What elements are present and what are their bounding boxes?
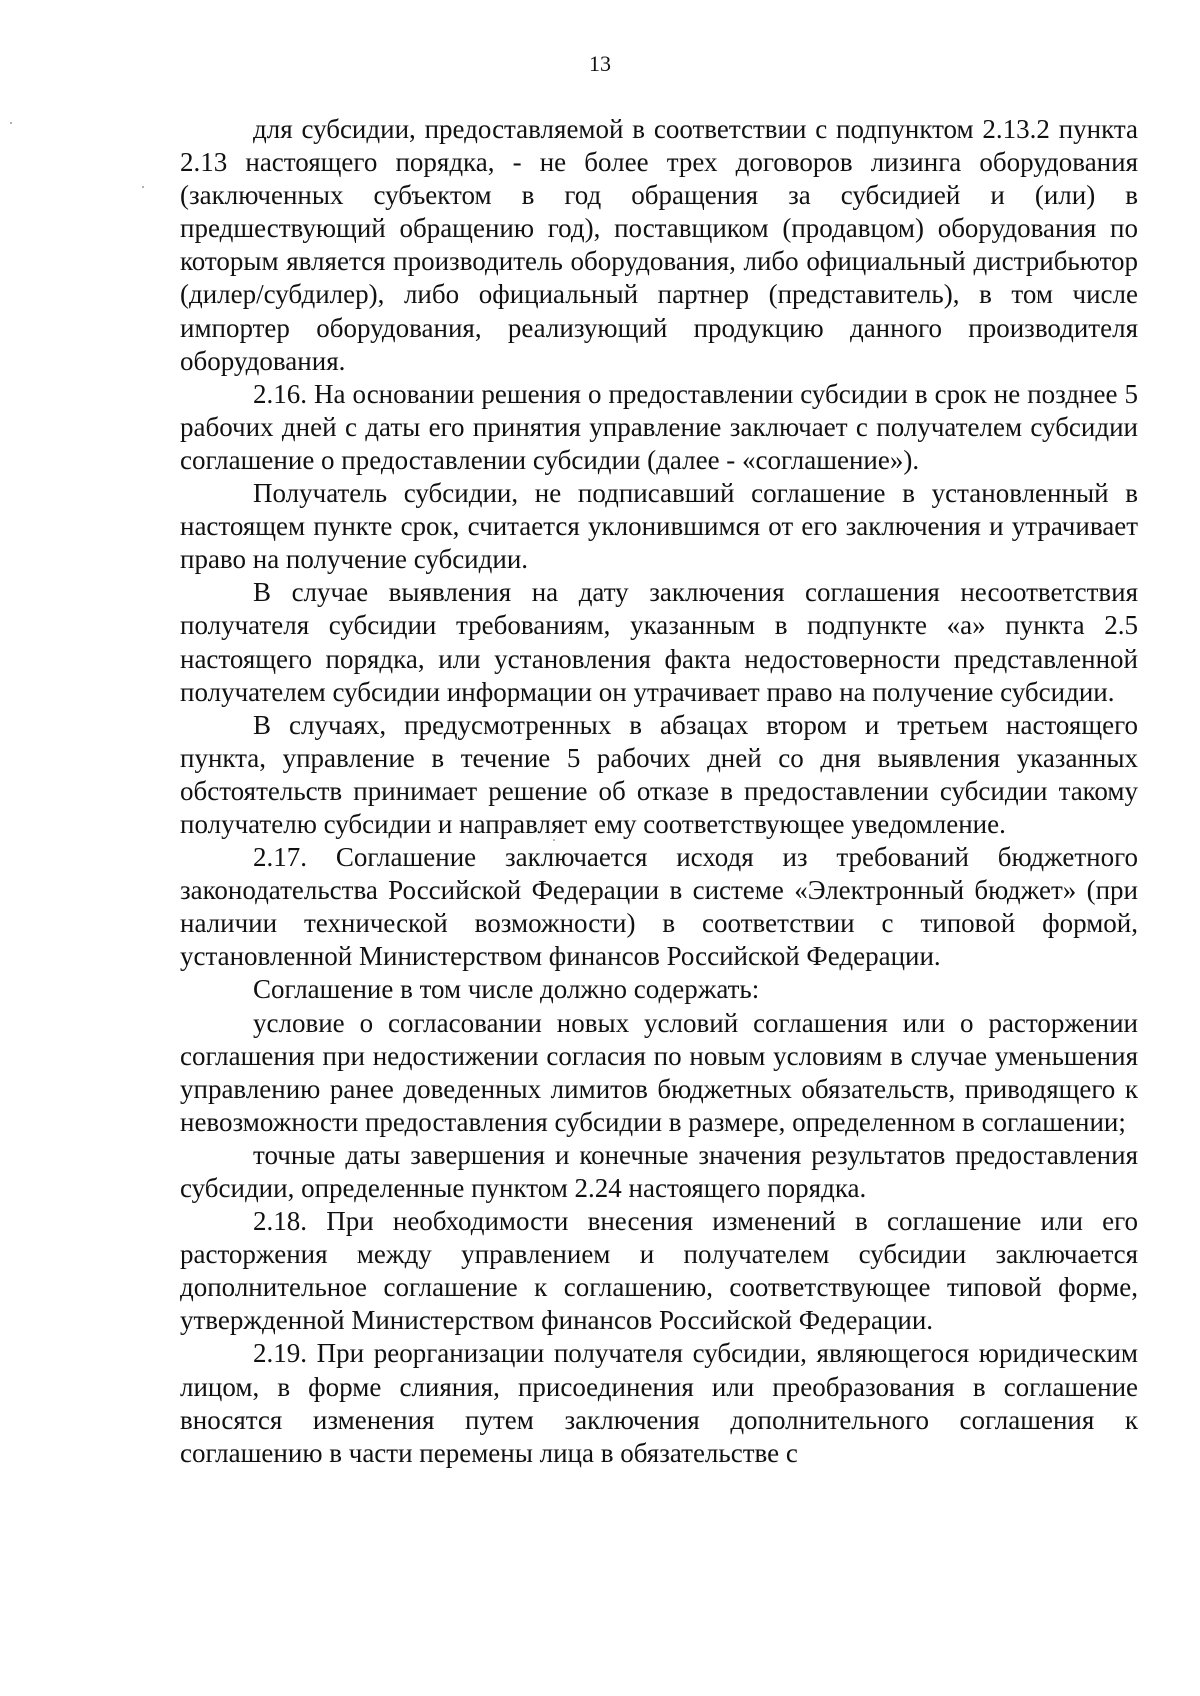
scan-speck — [10, 122, 12, 124]
paragraph-refusal: В случаях, предусмотренных в абзацах втором и третьем настоящего пункта, управление в течение 5 рабочих дней со дня выявления указанных обстоятельств принимает решение об отказе в предоставлении субсидии такому получателю субсидии и направляет ему соответствующее уведомление. — [180, 709, 1138, 839]
paragraph-exact-dates: точные даты завершения и конечные значения результатов предоставления субсидии, определенные пунктом 2.24 настоящего порядка. — [180, 1139, 1138, 1203]
paragraph-2-17: 2.17. Соглашение заключается исходя из требований бюджетного законодательства Российской Федерации в системе «Электронный бюджет» (при наличии технической возможности) в соответствии с типовой формой, установленной Министерством финансов Российской Федерации. — [180, 842, 1138, 972]
paragraph-2-19: 2.19. При реорганизации получателя субсидии, являющегося юридическим лицом, в форме слияния, присоединения или преобразования в соглашение вносятся изменения путем заключения дополнительного соглашения к соглашению в части перемены лица в обязательстве с — [180, 1338, 1138, 1468]
paragraph-nonconformity: В случае выявления на дату заключения соглашения несоответствия получателя субсидии требованиям, указанным в подпункте «а» пункта 2.5 настоящего порядка, или установления факта недостоверности представленной получателем субсидии информации он утрачивает право на получение субсидии. — [180, 577, 1138, 707]
page-number: 13 — [589, 51, 611, 76]
paragraph-agreement-contents: Соглашение в том числе должно содержать: — [253, 974, 760, 1005]
scan-speck — [142, 186, 144, 188]
paragraph-continuation: для субсидии, предоставляемой в соответствии с подпунктом 2.13.2 пункта 2.13 настоящего порядка, - не более трех договоров лизинга оборудования (заключенных субъектом в год обращения за субсидией и (или) в предшествующий обращению год), поставщиком (продавцом) оборудования по которым является производитель оборудования, либо официальный дистрибьютор (дилер/субдилер), либо официальный партнер (представитель), в том числе импортер оборудования, реализующий продукцию данного производителя оборудования. — [180, 114, 1138, 376]
paragraph-2-18: 2.18. При необходимости внесения изменений в соглашение или его расторжения между управлением и получателем субсидии заключается дополнительное соглашение к соглашению, соответствующее типовой форме, утвержденной Министерством финансов Российской Федерации. — [180, 1206, 1138, 1336]
scan-speck — [553, 839, 555, 841]
paragraph-condition-renegotiation: условие о согласовании новых условий соглашения или о расторжении соглашения при недостижении согласия по новым условиям в случае уменьшения управлению ранее доведенных лимитов бюджетных обязательств, приводящего к невозможности предоставления субсидии в размере, определенном в соглашении; — [180, 1007, 1138, 1137]
document-body — [180, 113, 1138, 1470]
paragraph-2-16: 2.16. На основании решения о предоставлении субсидии в срок не позднее 5 рабочих дней с даты его принятия управление заключает с получателем субсидии соглашение о предоставлении субсидии (далее - «соглашение»). — [180, 378, 1138, 475]
paragraph-unsigned-agreement: Получатель субсидии, не подписавший соглашение в установленный в настоящем пункте срок, считается уклонившимся от его заключения и утрачивает право на получение субсидии. — [180, 478, 1138, 575]
